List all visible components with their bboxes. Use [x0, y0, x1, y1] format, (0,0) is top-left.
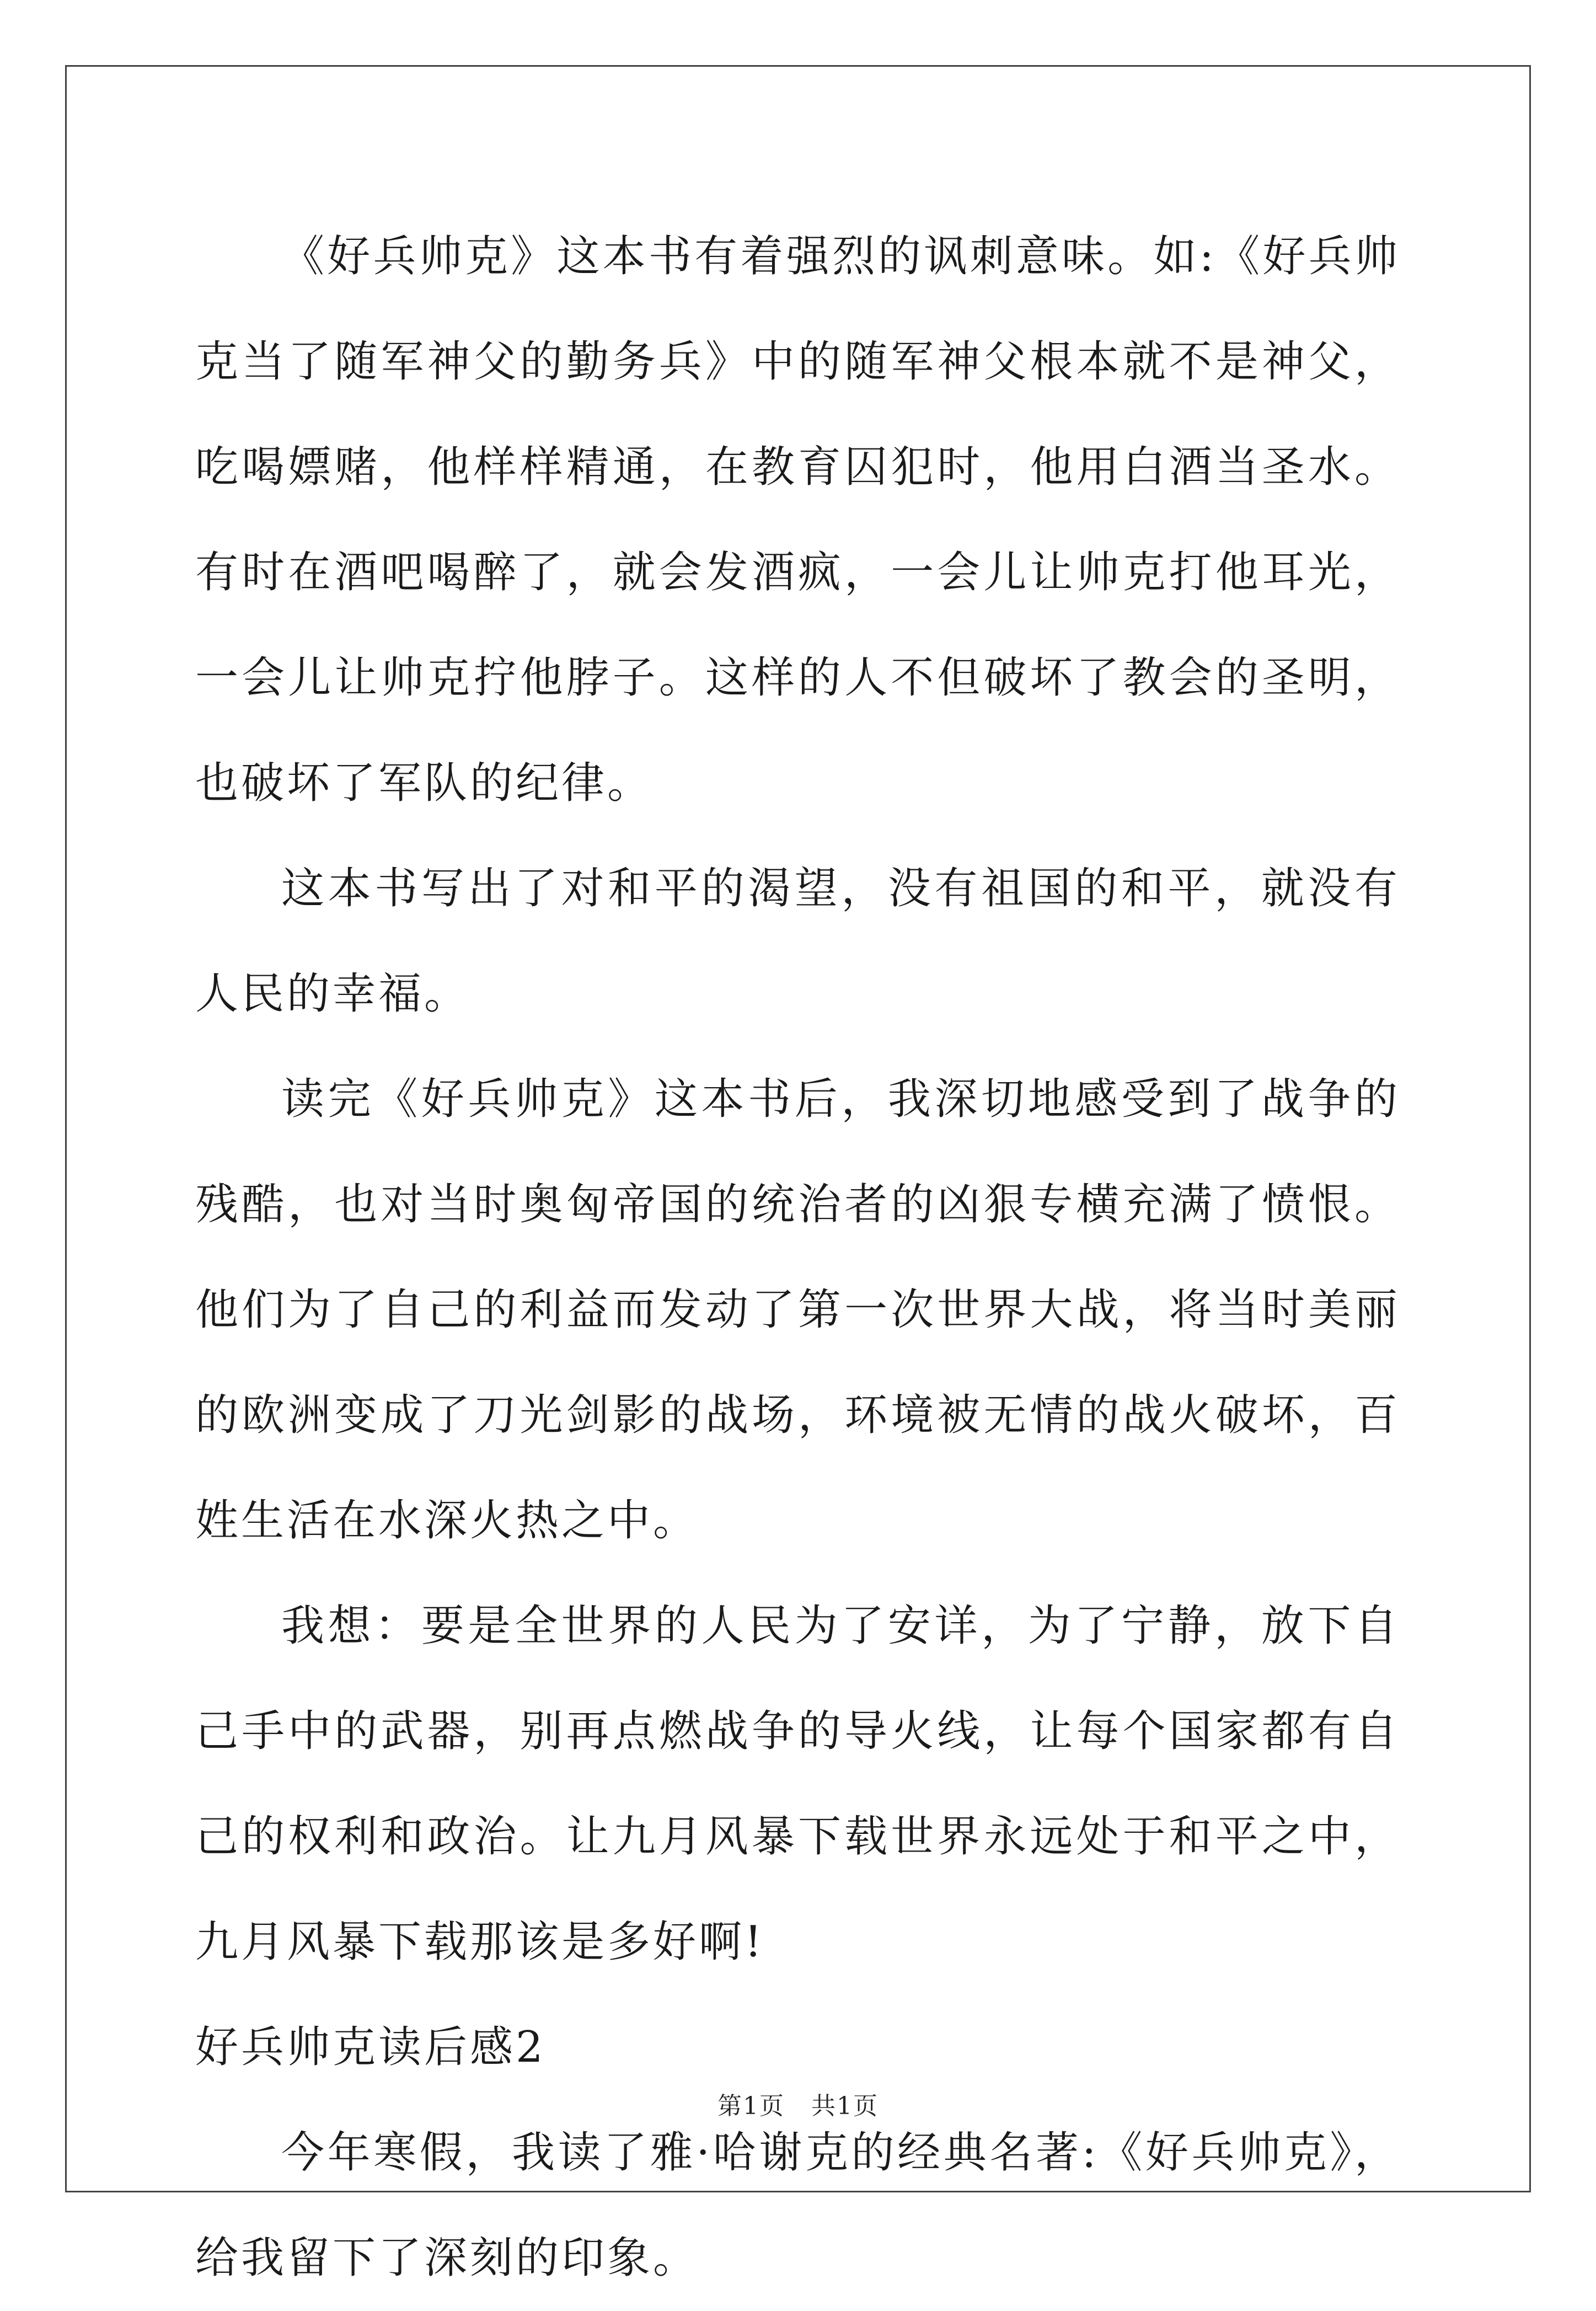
page-number: 第1页: [717, 2092, 785, 2120]
paragraph-1: 《好兵帅克》这本书有着强烈的讽刺意味。如:《好兵帅克当了随军神父的勤务兵》中的随军神父根本就不是神父，吃喝嫖赌，他样样精通，在教育囚犯时，他用白酒当圣水。有时在酒吧喝醉了，就会发酒疯，一会儿让帅克打他耳光，一会儿让帅克拧他脖子。这样的人不但破坏了教会的圣明，也破坏了军队的纪律。: [195, 232, 1400, 808]
footer-gap: [785, 2092, 811, 2120]
paragraph-3: 读完《好兵帅克》这本书后，我深切地感受到了战争的残酷，也对当时奥匈帝国的统治者的凶狠专横充满了愤恨。他们为了自己的利益而发动了第一次世界大战，将当时美丽的欧洲变成了刀光剑影的战场，环境被无情的战火破坏，百姓生活在水深火热之中。: [195, 1074, 1400, 1545]
document-body: [195, 204, 1400, 2311]
paragraph-5: 今年寒假，我读了雅·哈谢克的经典名著:《好兵帅克》，给我留下了深刻的印象。: [195, 2128, 1400, 2283]
paragraph-4: 我想：要是全世界的人民为了安详，为了宁静，放下自己手中的武器，别再点燃战争的导火线，让每个国家都有自己的权利和政治。让九月风暴下载世界永远处于和平之中，九月风暴下载那该是多好啊!: [195, 1601, 1400, 1967]
page-footer: [0, 2086, 1596, 2121]
section-heading: 好兵帅克读后感2: [195, 2023, 546, 2072]
paragraph-2: 这本书写出了对和平的渴望，没有祖国的和平，就没有人民的幸福。: [195, 864, 1400, 1019]
page-total: 共1页: [811, 2092, 879, 2120]
